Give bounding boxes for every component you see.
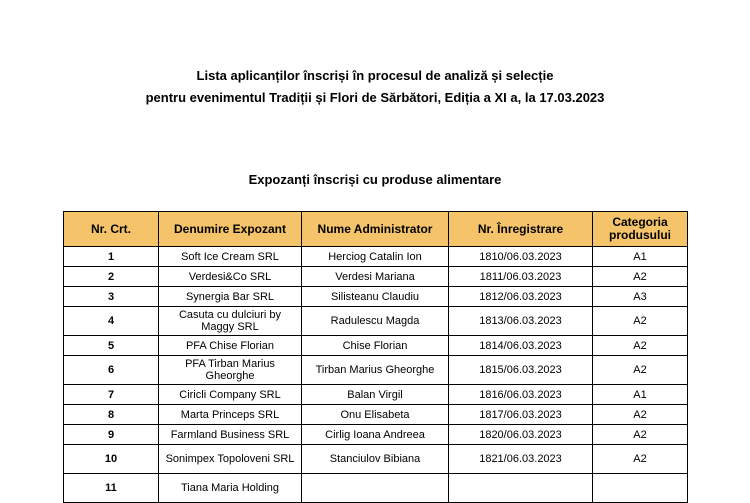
col-header-exhibitor: Denumire Expozant [159, 212, 302, 247]
cell-exhibitor: Marta Princeps SRL [159, 405, 302, 425]
cell-category: A2 [593, 425, 688, 445]
cell-exhibitor: PFA Chise Florian [159, 336, 302, 356]
cell-admin: Chise Florian [302, 336, 449, 356]
cell-admin: Onu Elisabeta [302, 405, 449, 425]
cell-category: A2 [593, 307, 688, 336]
table-row [64, 474, 688, 503]
cell-category: A2 [593, 445, 688, 474]
table-row [64, 287, 688, 307]
cell-registration: 1812/06.03.2023 [449, 287, 593, 307]
section-title: Expozanți înscriși cu produse alimentare [248, 172, 502, 187]
cell-category: A2 [593, 336, 688, 356]
cell-admin [302, 474, 449, 503]
cell-admin: Verdesi Mariana [302, 267, 449, 287]
table-row [64, 425, 688, 445]
cell-exhibitor: Tiana Maria Holding [159, 474, 302, 503]
cell-registration [449, 474, 593, 503]
cell-category: A3 [593, 287, 688, 307]
col-header-registration: Nr. Înregistrare [449, 212, 593, 247]
cell-nr: 7 [64, 385, 159, 405]
cell-category: A2 [593, 267, 688, 287]
cell-registration: 1813/06.03.2023 [449, 307, 593, 336]
cell-nr: 5 [64, 336, 159, 356]
cell-category: A1 [593, 385, 688, 405]
cell-exhibitor: Farmland Business SRL [159, 425, 302, 445]
cell-admin: Herciog Catalin Ion [302, 247, 449, 267]
cell-registration: 1820/06.03.2023 [449, 425, 593, 445]
cell-exhibitor: PFA Tirban Marius Gheorghe [159, 356, 302, 385]
cell-category: A2 [593, 405, 688, 425]
cell-nr: 8 [64, 405, 159, 425]
cell-registration: 1817/06.03.2023 [449, 405, 593, 425]
cell-admin: Stanciulov Bibiana [302, 445, 449, 474]
table-row [64, 445, 688, 474]
cell-nr: 9 [64, 425, 159, 445]
cell-admin: Radulescu Magda [302, 307, 449, 336]
cell-registration: 1814/06.03.2023 [449, 336, 593, 356]
cell-nr: 3 [64, 287, 159, 307]
exhibitors-table [63, 211, 688, 503]
cell-nr: 4 [64, 307, 159, 336]
col-header-admin: Nume Administrator [302, 212, 449, 247]
cell-admin: Balan Virgil [302, 385, 449, 405]
table-row [64, 307, 688, 336]
cell-registration: 1811/06.03.2023 [449, 267, 593, 287]
cell-admin: Silisteanu Claudiu [302, 287, 449, 307]
document-title-line-1: Lista aplicanților înscriși în procesul de analiză și selecție [196, 68, 554, 83]
cell-exhibitor: Verdesi&Co SRL [159, 267, 302, 287]
cell-category: A1 [593, 247, 688, 267]
cell-admin: Cirlig Ioana Andreea [302, 425, 449, 445]
cell-nr: 1 [64, 247, 159, 267]
cell-category: A2 [593, 356, 688, 385]
cell-nr: 2 [64, 267, 159, 287]
cell-exhibitor: Casuta cu dulciuri by Maggy SRL [159, 307, 302, 336]
table-row [64, 336, 688, 356]
col-header-nr: Nr. Crt. [64, 212, 159, 247]
table-row [64, 267, 688, 287]
cell-registration: 1816/06.03.2023 [449, 385, 593, 405]
cell-exhibitor: Synergia Bar SRL [159, 287, 302, 307]
cell-exhibitor: Soft Ice Cream SRL [159, 247, 302, 267]
col-header-category: Categoria produsului [593, 212, 688, 247]
table-row [64, 385, 688, 405]
cell-nr: 6 [64, 356, 159, 385]
cell-category [593, 474, 688, 503]
cell-registration: 1815/06.03.2023 [449, 356, 593, 385]
cell-exhibitor: Ciricli Company SRL [159, 385, 302, 405]
table-row [64, 405, 688, 425]
table-row [64, 247, 688, 267]
cell-registration: 1810/06.03.2023 [449, 247, 593, 267]
cell-nr: 11 [64, 474, 159, 503]
cell-registration: 1821/06.03.2023 [449, 445, 593, 474]
cell-admin: Tirban Marius Gheorghe [302, 356, 449, 385]
document-title-line-2: pentru evenimentul Tradiții și Flori de Sărbători, Ediția a XI a, la 17.03.2023 [145, 90, 605, 105]
table-header-row [64, 212, 688, 247]
cell-nr: 10 [64, 445, 159, 474]
table-row [64, 356, 688, 385]
cell-exhibitor: Sonimpex Topoloveni SRL [159, 445, 302, 474]
